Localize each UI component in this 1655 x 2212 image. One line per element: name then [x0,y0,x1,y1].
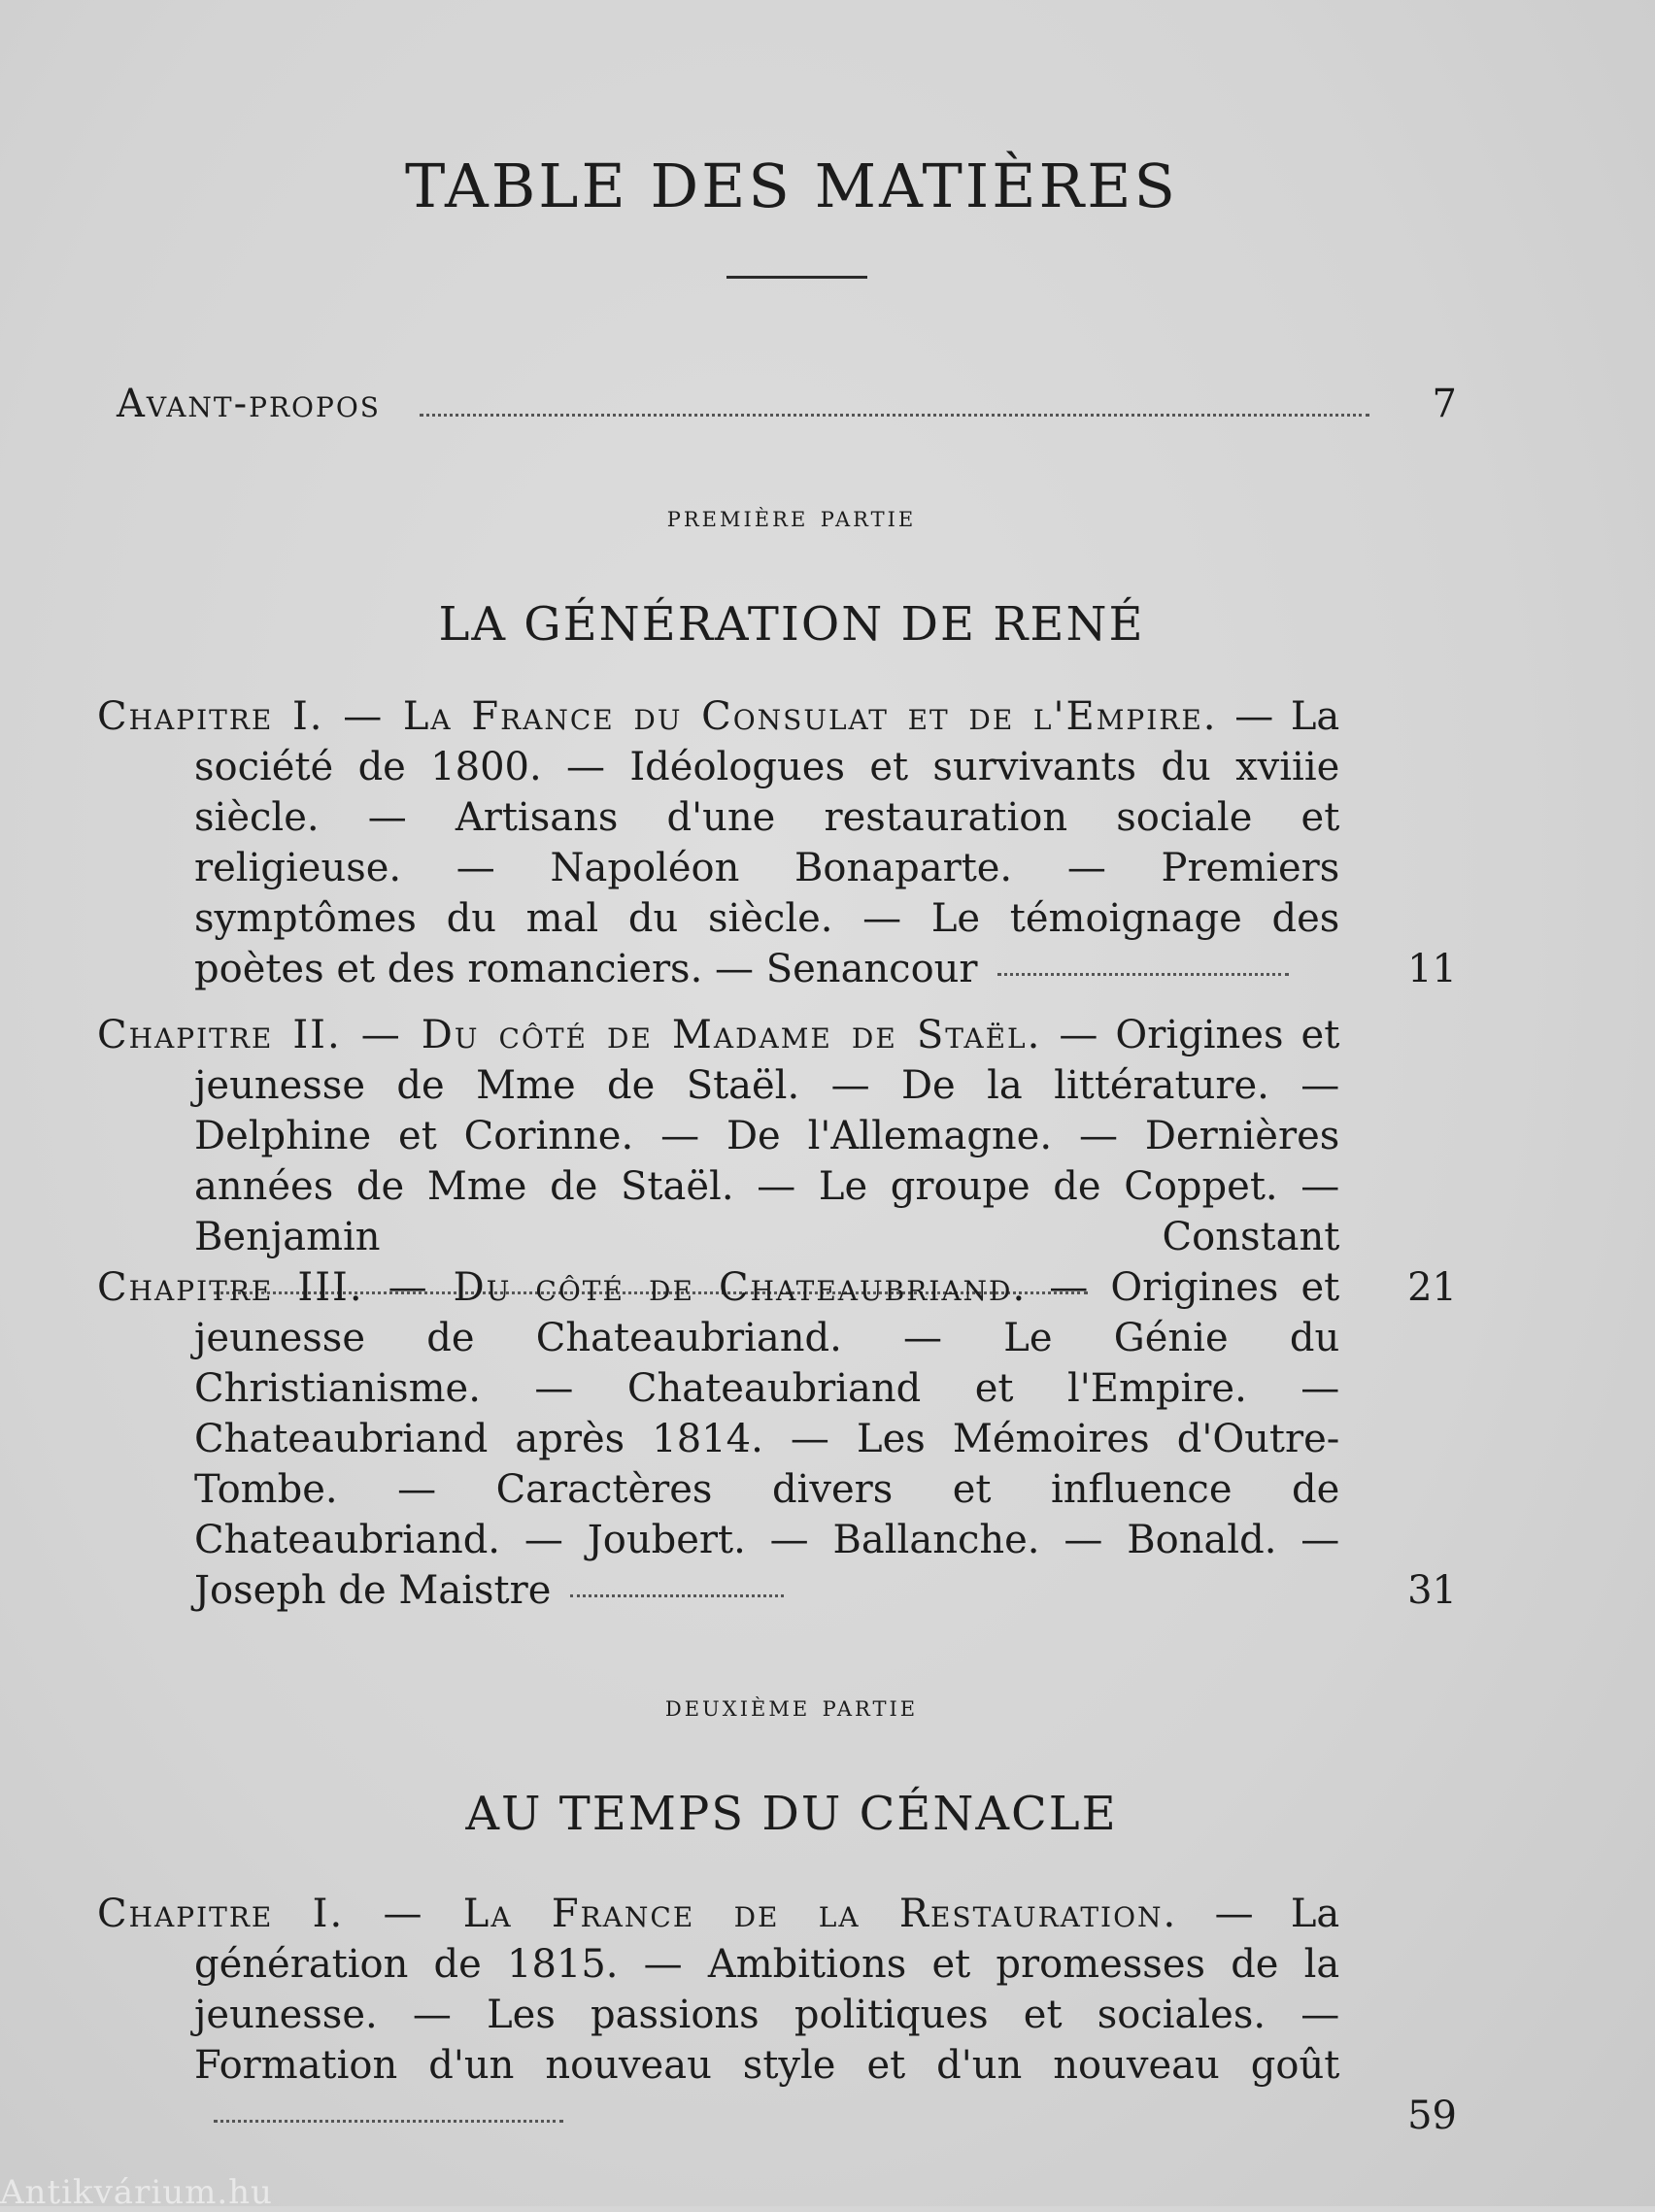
chapter-heading: Chapitre II. — Du côté de Madame de Staël. [97,1013,1042,1057]
toc-entry-label: Avant-propos [117,382,381,426]
dot-leader [570,1594,784,1597]
toc-page-number: 59 [1407,2094,1457,2138]
chapter-summary: — La société de 1800. — Idéologues et survivants du xviiie siècle. — Artisans d'une restauration sociale et religieuse. — Napoléon Bonaparte. — Premiers symptômes du mal du siècle. — Le témoignage des poètes et des romanciers. — Senancour [194,694,1340,991]
part-title: AU TEMPS DU CÉNACLE [465,1787,1118,1841]
toc-entry-avant-propos [117,379,1457,429]
title-underline [726,276,867,279]
chapter-heading: Chapitre I. — La France de la Restauration. [97,1892,1178,1936]
toc-page-number: 31 [1407,1568,1457,1613]
dot-leader [420,414,1369,417]
chapter-heading: Chapitre III. — Du côté de Chateaubriand. [97,1265,1028,1310]
chapter-summary: — Origines et jeunesse de Mme de Staël. — De la littérature. — Delphine et Corinne. — De l'Allemagne. — Dernières années de Mme de Staël. — Le groupe de Coppet. — Benjamin Constant [194,1013,1340,1259]
toc-chapter [97,1262,1457,1616]
toc-page-number: 7 [1432,382,1457,426]
part-title: LA GÉNÉRATION DE RENÉ [438,597,1145,652]
chapter-summary: — La génération de 1815. — Ambitions et promesses de la jeunesse. — Les passions politiques et sociales. — Formation d'un nouveau style et d'un nouveau goût [194,1892,1340,2088]
part-label: deuxième partie [664,1690,919,1724]
page-title: TABLE DES MATIÈRES [405,151,1178,221]
chapter-summary: — Origines et jeunesse de Chateaubriand. — Le Génie du Christianisme. — Chateaubriand et l'Empire. — Chateaubriand après 1814. — Les Mémoires d'Outre-Tombe. — Caractères divers et influence de Chateaubriand. — Joubert. — Ballanche. — Bonald. — Joseph de Maistre [194,1265,1340,1613]
toc-chapter [97,691,1457,994]
toc-page-number: 21 [1407,1265,1457,1310]
toc-page-number: 11 [1407,947,1457,991]
dot-leader [997,973,1289,976]
part-label: première partie [666,500,917,534]
dot-leader [214,2120,563,2123]
watermark: Antikvárium.hu [0,2173,273,2212]
toc-chapter [97,1889,1457,2141]
chapter-heading: Chapitre I. — La France du Consulat et de l'Empire. [97,694,1218,739]
